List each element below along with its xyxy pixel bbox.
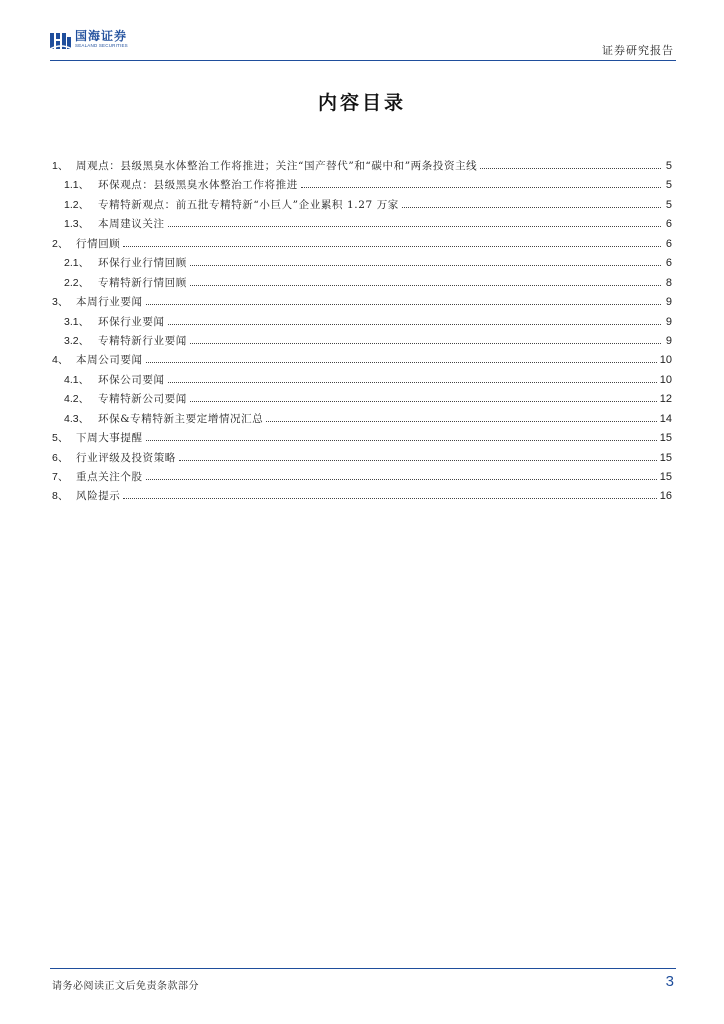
- toc-entry-number: 4.1、: [64, 373, 90, 386]
- toc-entry[interactable]: [52, 391, 672, 410]
- toc-entry[interactable]: [52, 216, 672, 235]
- toc-entry-page: 8: [665, 276, 672, 289]
- report-type-label: 证券研究报告: [602, 44, 674, 57]
- logo-english-name: SEALAND SECURITIES: [75, 43, 128, 48]
- toc-entry-number: 8、: [52, 490, 69, 503]
- toc-entry-label: 重点关注个股: [76, 471, 143, 483]
- toc-entry[interactable]: [52, 275, 672, 294]
- toc-entry-page: 14: [659, 412, 672, 425]
- toc-entry-page: 9: [665, 296, 672, 309]
- toc-entry-number: 3、: [52, 296, 69, 309]
- toc-entry-number: 5、: [52, 432, 69, 445]
- toc-entry[interactable]: [52, 294, 672, 313]
- disclaimer-note: 请务必阅读正文后免责条款部分: [52, 981, 199, 992]
- toc-entry-page: 10: [659, 373, 672, 386]
- toc-entry-page: 9: [665, 334, 672, 347]
- table-of-contents: [52, 158, 672, 508]
- toc-leader-dots: [190, 284, 661, 286]
- toc-leader-dots: [402, 206, 661, 208]
- toc-leader-dots: [123, 497, 656, 499]
- toc-entry[interactable]: [52, 450, 672, 469]
- toc-entry-page: 10: [659, 354, 672, 367]
- company-logo: [50, 30, 128, 54]
- toc-leader-dots: [179, 459, 657, 461]
- toc-entry-label: 环保&专精特新主要定增情况汇总: [98, 412, 264, 425]
- toc-entry-label: 环保观点：县级黑臭水体整治工作将推进: [98, 179, 298, 192]
- toc-entry[interactable]: [52, 255, 672, 274]
- toc-leader-dots: [146, 439, 657, 441]
- toc-leader-dots: [146, 478, 657, 480]
- toc-entry-number: 3.2、: [64, 334, 90, 347]
- toc-entry[interactable]: [52, 314, 672, 333]
- toc-entry-label: 本周公司要闻: [76, 354, 143, 367]
- toc-entry-page: 5: [665, 160, 672, 172]
- toc-leader-dots: [123, 245, 661, 247]
- toc-entry-label: 环保行业要闻: [98, 315, 165, 328]
- toc-entry-label: 行情回顾: [76, 237, 121, 250]
- toc-entry-label: 本周建议关注: [98, 218, 165, 231]
- toc-entry-number: 3.1、: [64, 315, 90, 328]
- toc-entry-label: 下周大事提醒: [76, 432, 143, 445]
- toc-entry-number: 2、: [52, 237, 69, 250]
- toc-entry-page: 6: [665, 237, 672, 250]
- toc-leader-dots: [190, 342, 661, 344]
- toc-entry-page: 15: [659, 471, 672, 483]
- toc-entry[interactable]: [52, 411, 672, 430]
- toc-leader-dots: [480, 167, 661, 169]
- toc-entry-label: 风险提示: [76, 490, 121, 503]
- toc-entry-label: 专精特新公司要闻: [98, 393, 187, 406]
- toc-entry-label: 专精特新观点：前五批专精特新“小巨人”企业累积 1.27 万家: [98, 198, 399, 211]
- toc-entry[interactable]: [52, 236, 672, 255]
- toc-entry-page: 9: [665, 315, 672, 328]
- toc-leader-dots: [168, 381, 657, 383]
- toc-title: 内容目录: [317, 92, 406, 114]
- sealand-logo-icon: [50, 32, 72, 50]
- toc-entry-label: 专精特新行情回顾: [98, 276, 187, 289]
- toc-entry-number: 2.2、: [64, 276, 90, 289]
- toc-entry-page: 6: [665, 218, 672, 231]
- page-number: 3: [665, 973, 674, 990]
- toc-entry-number: 7、: [52, 471, 69, 483]
- toc-entry[interactable]: [52, 372, 672, 391]
- toc-entry-page: 15: [659, 451, 672, 464]
- toc-entry-page: 16: [659, 490, 672, 503]
- toc-entry[interactable]: [52, 488, 672, 507]
- toc-leader-dots: [266, 420, 656, 422]
- toc-entry-label: 专精特新行业要闻: [98, 334, 187, 347]
- toc-entry-label: 环保行业行情回顾: [98, 257, 187, 270]
- toc-leader-dots: [146, 361, 657, 363]
- toc-leader-dots: [168, 225, 661, 227]
- toc-entry-number: 1、: [52, 160, 69, 172]
- toc-entry[interactable]: [52, 197, 672, 216]
- toc-entry[interactable]: [52, 352, 672, 371]
- toc-entry-label: 行业评级及投资策略: [76, 451, 176, 464]
- toc-entry-number: 2.1、: [64, 257, 90, 270]
- toc-leader-dots: [190, 400, 657, 402]
- toc-entry-page: 5: [665, 198, 672, 211]
- toc-entry[interactable]: [52, 430, 672, 449]
- toc-entry-label: 环保公司要闻: [98, 373, 165, 386]
- toc-entry-page: 12: [659, 393, 672, 406]
- toc-entry-number: 4、: [52, 354, 69, 367]
- toc-entry[interactable]: [52, 333, 672, 352]
- toc-entry-page: 5: [665, 179, 672, 192]
- toc-entry[interactable]: [52, 177, 672, 196]
- logo-chinese-name: 国海证券: [75, 29, 128, 43]
- toc-entry-label: 周观点：县级黑臭水体整治工作将推进；关注“国产替代”和“碳中和”两条投资主线: [76, 160, 478, 172]
- toc-entry-number: 4.2、: [64, 393, 90, 406]
- toc-leader-dots: [168, 323, 661, 325]
- toc-leader-dots: [146, 303, 661, 305]
- toc-entry-number: 1.3、: [64, 218, 90, 231]
- toc-entry[interactable]: [52, 158, 672, 177]
- toc-leader-dots: [190, 264, 661, 266]
- toc-leader-dots: [301, 186, 661, 188]
- toc-entry[interactable]: [52, 469, 672, 488]
- toc-entry-label: 本周行业要闻: [76, 296, 143, 309]
- page-footer: [50, 968, 676, 993]
- toc-entry-page: 6: [665, 257, 672, 270]
- toc-entry-page: 15: [659, 432, 672, 445]
- toc-entry-number: 1.2、: [64, 198, 90, 211]
- toc-entry-number: 1.1、: [64, 179, 90, 192]
- toc-entry-number: 6、: [52, 451, 69, 464]
- page-header: [50, 30, 676, 61]
- toc-entry-number: 4.3、: [64, 412, 90, 425]
